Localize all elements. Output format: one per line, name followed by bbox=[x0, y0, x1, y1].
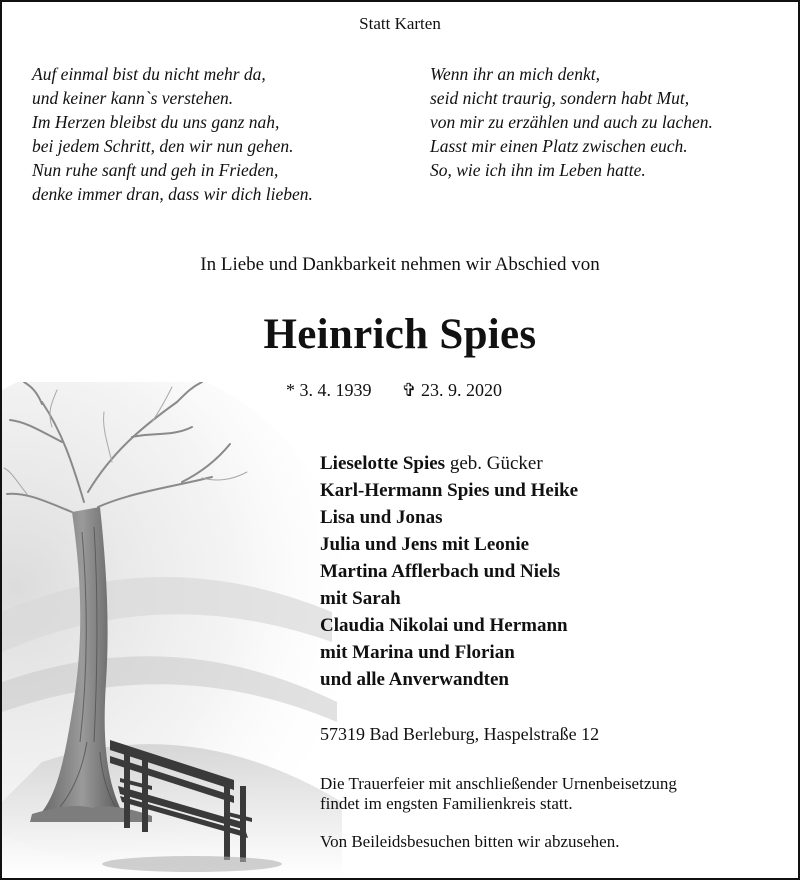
mourner-row: Julia und Jens mit Leonie bbox=[320, 534, 530, 555]
poem-right-line: seid nicht traurig, sondern habt Mut, bbox=[430, 88, 690, 108]
poem-right-line: So, wie ich ihn im Leben hatte. bbox=[430, 160, 646, 180]
mourner-row: mit Sarah bbox=[320, 588, 401, 609]
poem-right bbox=[430, 62, 790, 182]
funeral-notice-line: findet im engsten Familienkreis statt. bbox=[320, 794, 573, 813]
poem-left-line: und keiner kann`s verstehen. bbox=[32, 88, 234, 108]
mourner-row: Martina Afflerbach und Niels bbox=[320, 561, 561, 582]
mourner-row: Lisa und Jonas bbox=[320, 507, 443, 528]
condolence-notice: Von Beileidsbesuchen bitten wir abzusehen. bbox=[320, 832, 620, 851]
poem-left-line: bei jedem Schritt, den wir nun gehen. bbox=[32, 136, 294, 156]
mourner-row: Claudia Nikolai und Hermann bbox=[320, 615, 568, 636]
mourners-list bbox=[320, 450, 578, 693]
mourner-name: Lieselotte Spies bbox=[320, 453, 446, 474]
mourner-row bbox=[320, 450, 578, 477]
farewell-intro: In Liebe und Dankbarkeit nehmen wir Abschied von bbox=[200, 254, 600, 275]
poem-left-line: Auf einmal bist du nicht mehr da, bbox=[32, 64, 266, 84]
mourner-row: mit Marina und Florian bbox=[320, 642, 515, 663]
mourner-row: Karl-Hermann Spies und Heike bbox=[320, 480, 579, 501]
poem-left-line: Im Herzen bleibst du uns ganz nah, bbox=[32, 112, 280, 132]
deceased-name: Heinrich Spies bbox=[263, 311, 537, 358]
poem-right-line: Lasst mir einen Platz zwischen euch. bbox=[430, 136, 688, 156]
mourner-birth-name: geb. Gücker bbox=[445, 453, 543, 474]
poem-right-line: Wenn ihr an mich denkt, bbox=[430, 64, 600, 84]
family-address: 57319 Bad Berleburg, Haspelstraße 12 bbox=[320, 724, 600, 744]
tree-and-bench-illustration bbox=[2, 382, 342, 878]
poem-left-line: Nun ruhe sanft und geh in Frieden, bbox=[32, 160, 279, 180]
funeral-notice-line: Die Trauerfeier mit anschließender Urnenbeisetzung bbox=[320, 774, 677, 793]
poem-left bbox=[32, 62, 412, 206]
poem-right-line: von mir zu erzählen und auch zu lachen. bbox=[430, 112, 713, 132]
birth-date: * 3. 4. 1939 bbox=[285, 380, 372, 400]
funeral-notice bbox=[320, 774, 780, 814]
life-dates bbox=[2, 380, 786, 401]
poem-left-line: denke immer dran, dass wir dich lieben. bbox=[32, 184, 313, 204]
header-statt-karten: Statt Karten bbox=[359, 14, 441, 33]
mourner-row: und alle Anverwandten bbox=[320, 669, 509, 690]
death-date: ✞ 23. 9. 2020 bbox=[401, 380, 503, 400]
